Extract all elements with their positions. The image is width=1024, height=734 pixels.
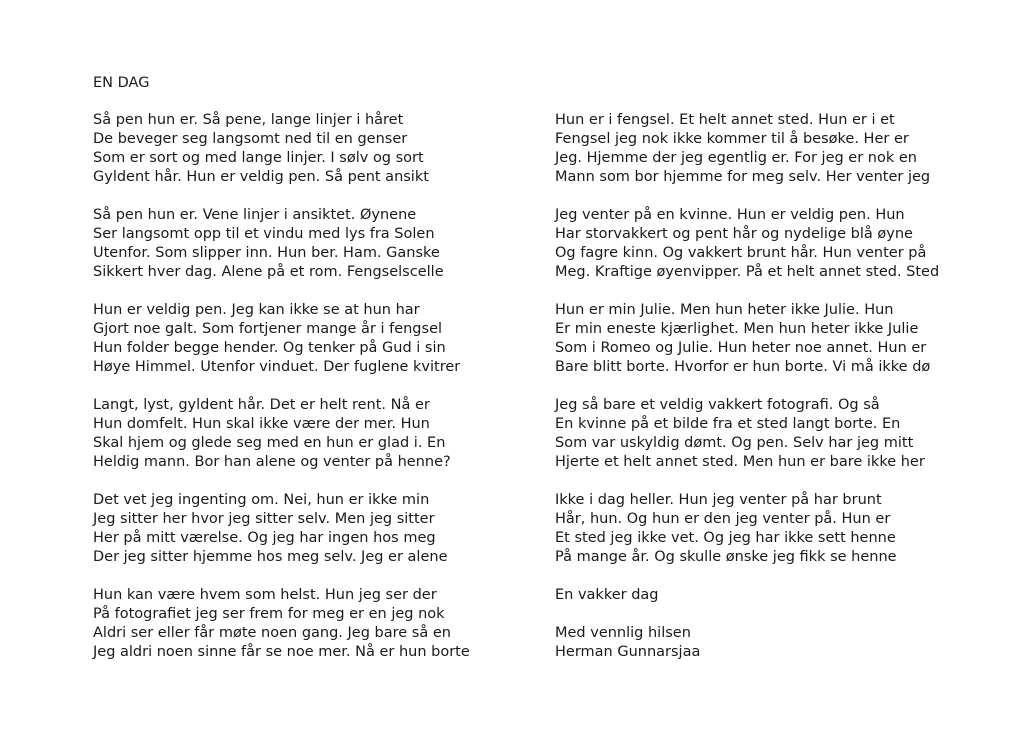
poem-line: Mann som bor hjemme for meg selv. Her venter jeg — [555, 169, 931, 185]
stanza — [555, 624, 975, 662]
stanza — [93, 301, 513, 377]
poem-line: Fengsel jeg nok ikke kommer til å besøke. Her er — [555, 131, 909, 147]
poem-line: Hun er veldig pen. Jeg kan ikke se at hun har — [93, 302, 420, 318]
poem-line: Hår, hun. Og hun er den jeg venter på. Hun er — [555, 511, 891, 527]
poem-line: Der jeg sitter hjemme hos meg selv. Jeg er alene — [93, 549, 448, 565]
poem-line: Her på mitt værelse. Og jeg har ingen hos meg — [93, 530, 436, 546]
poem-line: Ikke i dag heller. Hun jeg venter på har brunt — [555, 492, 882, 508]
poem-line: Gjort noe galt. Som fortjener mange år i fengsel — [93, 321, 443, 337]
poem-line: Heldig mann. Bor han alene og venter på henne? — [93, 454, 451, 470]
poem-line: Hun kan være hvem som helst. Hun jeg ser der — [93, 587, 437, 603]
stanza — [555, 396, 975, 472]
poem-title: EN DAG — [93, 75, 150, 91]
stanza — [93, 206, 513, 282]
poem-line: De beveger seg langsomt ned til en genser — [93, 131, 408, 147]
poem-line: Jeg sitter her hvor jeg sitter selv. Men jeg sitter — [93, 511, 435, 527]
poem-line: Som er sort og med lange linjer. I sølv og sort — [93, 150, 424, 166]
poem-line: Sikkert hver dag. Alene på et rom. Fengselscelle — [93, 264, 444, 280]
poem-line: Høye Himmel. Utenfor vinduet. Der fuglene kvitrer — [93, 359, 461, 375]
stanza — [555, 491, 975, 567]
poem-line: Som i Romeo og Julie. Hun heter noe annet. Hun er — [555, 340, 927, 356]
poem-line: Utenfor. Som slipper inn. Hun ber. Ham. Ganske — [93, 245, 440, 261]
poem-line: Hjerte et helt annet sted. Men hun er bare ikke her — [555, 454, 925, 470]
stanza — [555, 111, 975, 187]
poem-line: Og fagre kinn. Og vakkert brunt hår. Hun venter på — [555, 245, 927, 261]
stanza — [93, 396, 513, 472]
poem-line: Har storvakkert og pent hår og nydelige blå øyne — [555, 226, 913, 242]
poem-line: Langt, lyst, gyldent hår. Det er helt rent. Nå er — [93, 397, 430, 413]
poem-line: Et sted jeg ikke vet. Og jeg har ikke sett henne — [555, 530, 896, 546]
poem-line: Ser langsomt opp til et vindu med lys fra Solen — [93, 226, 435, 242]
poem-line: Bare blitt borte. Hvorfor er hun borte. Vi må ikke dø — [555, 359, 931, 375]
poem-line: Er min eneste kjærlighet. Men hun heter ikke Julie — [555, 321, 919, 337]
poem-line: Så pen hun er. Vene linjer i ansiktet. Øynene — [93, 207, 417, 223]
poem-line: Det vet jeg ingenting om. Nei, hun er ikke min — [93, 492, 430, 508]
poem-line: Så pen hun er. Så pene, lange linjer i håret — [93, 112, 404, 128]
poem-line: På mange år. Og skulle ønske jeg fikk se henne — [555, 549, 897, 565]
poem-line: Meg. Kraftige øyenvipper. På et helt annet sted. Sted — [555, 264, 940, 280]
stanza — [555, 586, 975, 605]
poem-line: Jeg venter på en kvinne. Hun er veldig pen. Hun — [555, 207, 905, 223]
poem-line: Hun er i fengsel. Et helt annet sted. Hun er i et — [555, 112, 895, 128]
poem-line: Hun folder begge hender. Og tenker på Gud i sin — [93, 340, 446, 356]
poem-line: En kvinne på et bilde fra et sted langt borte. En — [555, 416, 901, 432]
poem-line: Skal hjem og glede seg med en hun er glad i. En — [93, 435, 446, 451]
poem-line: En vakker dag — [555, 587, 659, 603]
poem-line: På fotografiet jeg ser frem for meg er en jeg nok — [93, 606, 445, 622]
stanza — [93, 111, 513, 187]
stanza — [555, 206, 975, 282]
left-column — [93, 111, 513, 681]
stanza — [93, 586, 513, 662]
poem-line: Aldri ser eller får møte noen gang. Jeg bare så en — [93, 625, 451, 641]
poem-line: Jeg aldri noen sinne får se noe mer. Nå er hun borte — [93, 644, 470, 660]
poem-line: Herman Gunnarsjaa — [555, 644, 701, 660]
poem-line: Jeg. Hjemme der jeg egentlig er. For jeg er nok en — [555, 150, 917, 166]
stanza — [555, 301, 975, 377]
right-column — [555, 111, 975, 681]
poem-line: Som var uskyldig dømt. Og pen. Selv har jeg mitt — [555, 435, 914, 451]
stanza — [93, 491, 513, 567]
poem-line: Med vennlig hilsen — [555, 625, 691, 641]
poem-line: Gyldent hår. Hun er veldig pen. Så pent ansikt — [93, 169, 429, 185]
poem-line: Hun er min Julie. Men hun heter ikke Julie. Hun — [555, 302, 894, 318]
poem-line: Jeg så bare et veldig vakkert fotografi. Og så — [555, 397, 880, 413]
poem-line: Hun domfelt. Hun skal ikke være der mer. Hun — [93, 416, 430, 432]
